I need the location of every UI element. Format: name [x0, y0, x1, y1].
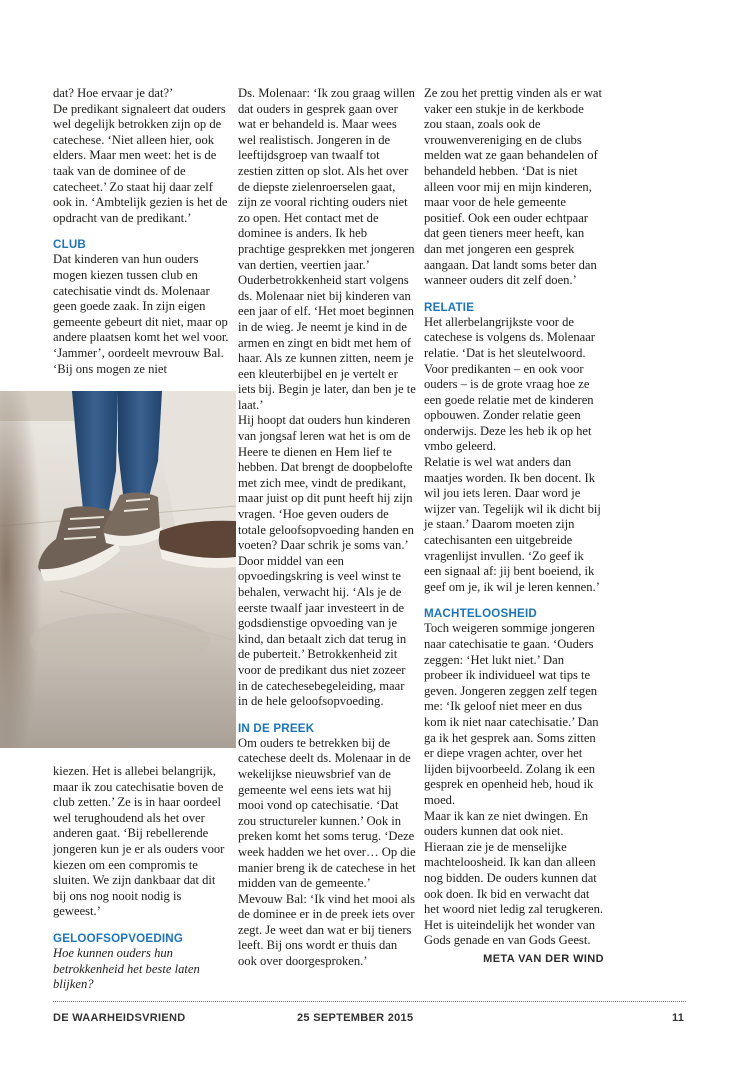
paragraph: De predikant signaleert dat ouders wel degelijk betrokken zijn op de catechese. ‘Niet alleen hier, ook elders. Maar men weet: het is de taak van de dominee of de catecheet.’ Zo staat hij daar zelf ook in. ‘Ambtelijk gezien is het de opdracht van de predikant.’ [53, 101, 228, 225]
section-heading-relatie: RELATIE [424, 300, 475, 314]
footer-magazine-name: DE WAARHEIDSVRIEND [53, 1012, 186, 1024]
paragraph: Dat kinderen van hun ouders mogen kiezen tussen club en catechisatie vindt ds. Molenaar geen goede zaak. In zijn eigen gemeente gebeurt dit niet, maar op andere plaatsen komt het wel voor. ‘Jammer’, oordeelt mevrouw Bal. ‘Bij ons mogen ze niet [53, 252, 229, 376]
footer-date: 25 SEPTEMBER 2015 [297, 1012, 414, 1024]
sneakers-photo-illustration [0, 391, 236, 748]
column-1-top [53, 86, 229, 377]
question-intro: Hoe kunnen ouders hun betrokkenheid het beste laten blijken? [53, 945, 200, 992]
paragraph: Hij hoopt dat ouders hun kinderen van jongsaf leren wat het is om de Heere te dienen en Hem lief te hebben. Dat brengt de doopbelofte met zich mee, vindt de predikant, maar juist op dit punt heeft hij zijn vragen. ‘Hoe geven ouders de totale geloofsopvoeding handen en voeten? Daar schrik je soms van.’ Door middel van een opvoedingskring is veel winst te behalen, verwacht hij. ‘Als je de eerste twaalf jaar investeert in de godsdienstige opvoeding van je kind, dan betaalt zich dat terug in de puberteit.’ Betrokkenheid zit voor de predikant dus niet zozeer in de catechesebegeleiding, maar in de hele geloofsopvoeding. [238, 413, 414, 709]
column-2 [238, 86, 416, 970]
paragraph: Ouderbetrokkenheid start volgens ds. Molenaar niet bij kinderen van een jaar of elf. ‘Het moet beginnen in de wieg. Je neemt je kind in de armen en zingt en bidt met hem of haar. Als ze kunnen zitten, neem je een kleuterbijbel en je vertelt er iets bij. Begin je later, dan ben je te laat.’ [238, 273, 416, 412]
section-heading-club: CLUB [53, 238, 86, 252]
paragraph: Toch weigeren sommige jongeren naar catechisatie te gaan. ‘Ouders zeggen: ‘Het lukt niet.’ Dan probeer ik individueel wat tips te geven. Jongeren zeggen zelf tegen me: ‘Ik geloof niet meer en dus kom ik niet naar catechisatie.’ Dan ga ik het gesprek aan. Soms zitten er diepe vragen achter, over het lijden bijvoorbeeld. Zolang ik een gesprek en openheid heb, houd ik moed. [424, 621, 599, 807]
paragraph: Maar ik kan ze niet dwingen. En ouders kunnen dat ook niet. Hieraan zie je de menselijke machteloosheid. Ik kan dan alleen nog bidden. De ouders kunnen dat ook doen. Ik bid en verwacht dat het woord niet ledig zal terugkeren. Het is uiteindelijk het wonder van Gods genade en van Gods Geest. [424, 808, 604, 948]
section-heading-machteloosheid: MACHTELOOSHEID [424, 607, 537, 621]
author-byline: META VAN DER WIND [483, 952, 604, 965]
column-3 [424, 86, 604, 967]
section-heading-in-de-preek: IN DE PREEK [238, 721, 315, 735]
column-1-bottom [53, 764, 229, 993]
section-heading-geloofsopvoeding: GELOOFSOPVOEDING [53, 931, 184, 945]
paragraph: Relatie is wel wat anders dan maatjes worden. Ik ben docent. Ik wil jou iets leren. Daar word je wijzer van. Tegelijk wil ik dicht bij je staan.’ Daarom moeten zijn catechisanten een uitgebreide vragenlijst invullen. ‘Zo geef ik een signaal af: jij bent boeiend, ik geef om je, ik wil je leren kennen.’ [424, 455, 601, 594]
photo-sneakers-on-floor [0, 391, 236, 748]
paragraph: Ds. Molenaar: ‘Ik zou graag willen dat ouders in gesprek gaan over wat er behandeld is. Maar wees wel realistisch. Jongeren in de leeftijdsgroep van twaalf tot zestien zitten op slot. Als het over de diepste zielenroerselen gaat, zijn ze vooral richting ouders niet zo open. Het contact met de dominee is anders. Ik heb prachtige gesprekken met jongeren van dertien, veertien jaar.’ [238, 86, 415, 272]
paragraph: Om ouders te betrekken bij de catechese deelt ds. Molenaar in de wekelijkse nieuwsbrief van de gemeente wel eens iets wat hij mooi vond op catechisatie. ‘Dat zou structureler kunnen.’ Ook in preken komt het soms terug. ‘Deze week hadden we het over… Op die manier breng ik de catechese in het midden van de gemeente.’ [238, 735, 416, 891]
paragraph: Ze zou het prettig vinden als er wat vaker een stukje in de kerkbode zou staan, zoals ook de vrouwenvereniging en de clubs melden wat ze gaan behandelen of behandeld hebben. ‘Dat is niet alleen voor mij en mijn kinderen, maar voor de hele gemeente positief. Ook een ouder echtpaar dat geen tieners meer heeft, kan dan met jongeren een gesprek aangaan. Dat landt soms beter dan wanneer ouders dit zelf doen.’ [424, 86, 602, 288]
paragraph: Mevouw Bal: ‘Ik vind het mooi als de dominee er in de preek iets over zegt. Je weet dan wat er bij tieners leeft. Bij ons wordt er thuis dan ook over doorgesproken.’ [238, 891, 415, 969]
paragraph: Het allerbelangrijkste voor de catechese is volgens ds. Molenaar relatie. ‘Dat is het sleutelwoord. Voor predikanten – en ook voor ouders – is de grote vraag hoe ze een goede relatie met de kinderen opbouwen. Zonder relatie geen onderwijs. Deze les heb ik op het vmbo geleerd. [424, 314, 596, 454]
footer-page-number: 11 [672, 1012, 685, 1024]
footer-divider [53, 1001, 686, 1002]
paragraph: dat? Hoe ervaar je dat?’ [53, 86, 174, 100]
paragraph: kiezen. Het is allebei belangrijk, maar ik zou catechisatie boven de club zetten.’ Ze is in haar oordeel wel terughoudend als het over anderen gaat. ‘Bij rebellerende jongeren kun je er als ouders voor kiezen om een compromis te sluiten. We zijn dankbaar dat dit bij ons nog nooit nodig is geweest.’ [53, 764, 225, 919]
